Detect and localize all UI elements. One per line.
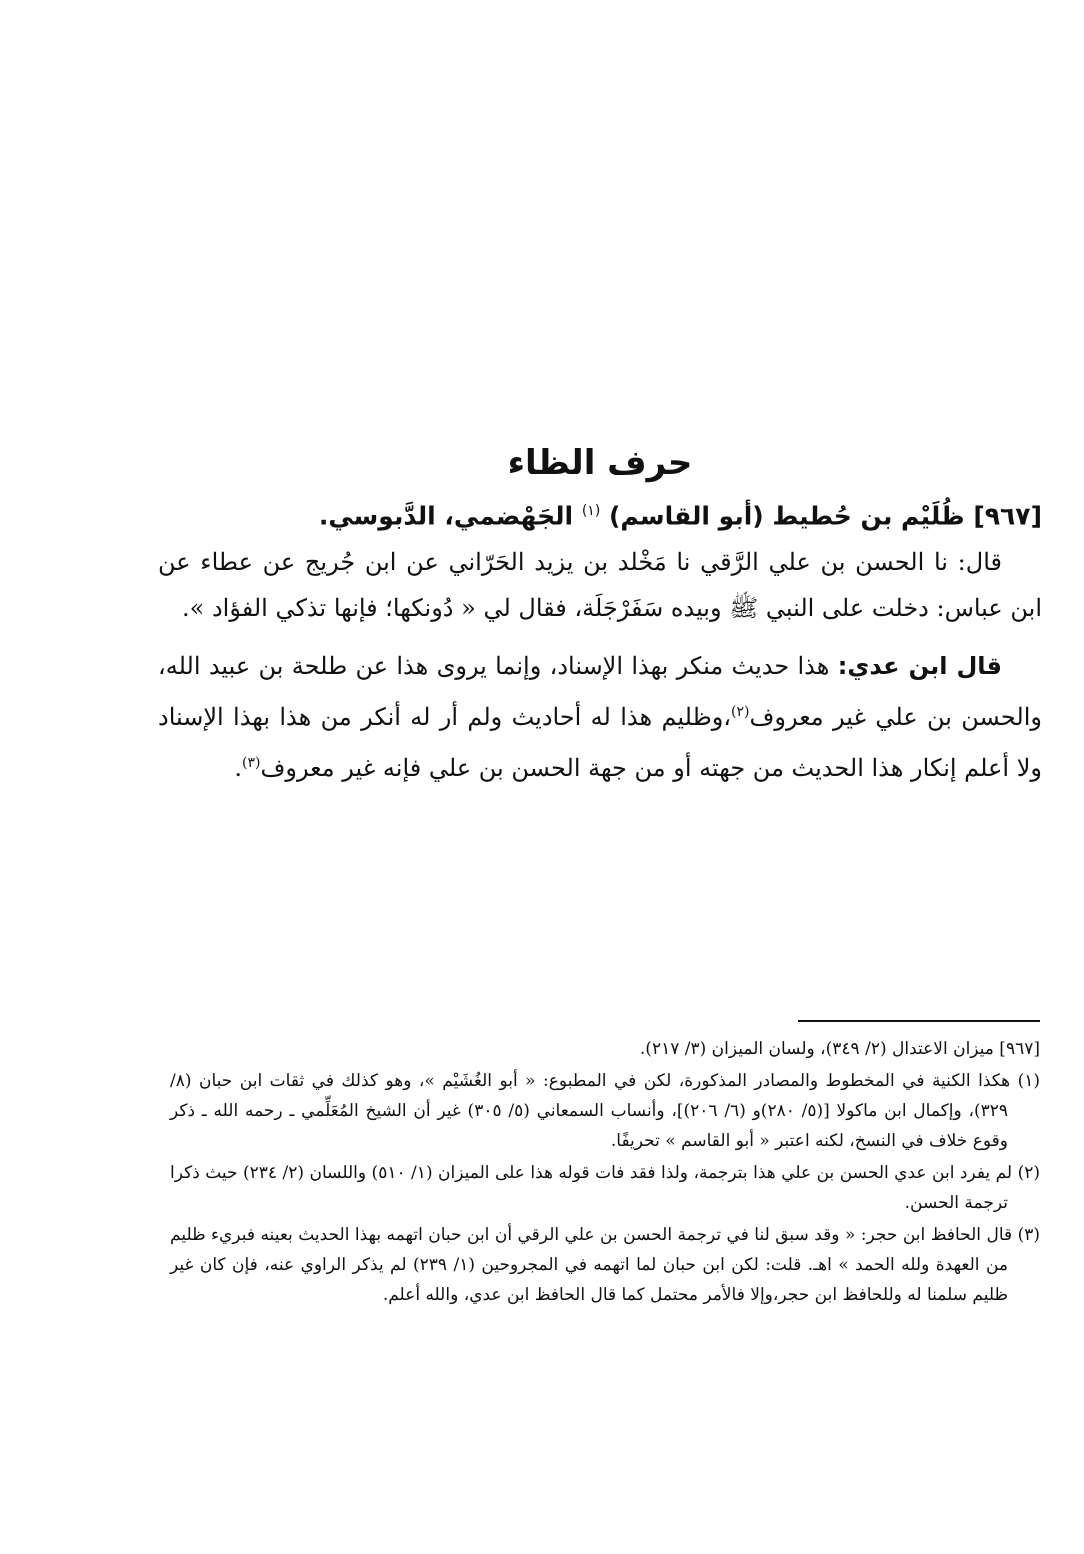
entry-name: ظُلَيْم بن حُطيط (أبو القاسم) — [609, 501, 965, 531]
chapter-title: حرف الظاء — [507, 443, 693, 483]
commentary-text-3: . — [234, 754, 242, 783]
entry-heading — [158, 488, 1042, 539]
commentary-lead: قال ابن عدي: — [837, 652, 1002, 681]
commentary-text-2: ،وظليم هذا له أحاديث ولم أر له أنكر من هذا بهذا الإسناد ولا أعلم إنكار هذا الحديث من جهته أو من جهة الحسن بن علي فإنه غير معروف — [158, 703, 1042, 783]
footnotes — [170, 1034, 1040, 1312]
narration-text: قال: نا الحسن بن علي الرَّقي نا مَخْلد بن يزيد الحَرّاني عن ابن جُريج عن عطاء عن ابن عباس: دخلت على النبي ﷺ وبيده سَفَرْجَلَة، فقال لي « دُونكها؛ فإنها تذكي الفؤاد ». — [158, 548, 1042, 623]
footnote-3: (٣) قال الحافظ ابن حجر: « وقد سبق لنا في ترجمة الحسن بن علي الرقي أن ابن حبان اتهمه بهذا الحديث بعينه فبريء ظليم من العهدة ولله الحمد » اهـ. قلت: لكن ابن حبان لما اتهمه في المجروحين (١/ ٢٣٩) لم يذكر الراوي عنه، فإن كان غير ظليم سلمنا له وللحافظ ابن حجر،وإلا فالأمر محتمل كما قال الحافظ ابن عدي، والله أعلم. — [170, 1225, 1040, 1305]
footnote-1: (١) هكذا الكنية في المخطوط والمصادر المذكورة، لكن في المطبوع: « أبو الغُشَيْم »، وهو كذلك في ثقات ابن حبان (٨/ ٣٢٩)، وإكمال ابن ماكولا [(٥/ ٢٨٠)و (٦/ ٢٠٦)]، وأنساب السمعاني (٥/ ٣٠٥) غير أن الشيخ المُعَلِّمي ـ رحمه الله ـ ذكر وقوع خلاف في النسخ، لكنه اعتبر « أبو القاسم » تحريفًا. — [170, 1071, 1040, 1151]
footnote-2: (٢) لم يفرد ابن عدي الحسن بن علي هذا بترجمة، ولذا فقد فات قوله هذا على الميزان (١/ ٥١٠) واللسان (٢/ ٢٣٤) حيث ذكرا ترجمة الحسن. — [170, 1163, 1040, 1213]
footnote-separator — [798, 1020, 1040, 1022]
entry-number: [٩٦٧] — [973, 501, 1042, 531]
narration-paragraph — [158, 539, 1042, 631]
footnote-ref-3: (٣) — [242, 755, 261, 772]
footnote-ref-1: (١) — [581, 503, 601, 519]
entry-nisba: الجَهْضمي، الدَّبوسي. — [318, 501, 574, 531]
commentary-paragraph — [158, 643, 1042, 791]
footnote-source: [٩٦٧] ميزان الاعتدال (٢/ ٣٤٩)، ولسان الميزان (٣/ ٢١٧). — [639, 1039, 1040, 1059]
commentary-text-1: هذا حديث منكر بهذا الإسناد، وإنما يروى هذا عن طلحة بن عبيد الله، والحسن بن علي غير معروف — [158, 652, 1042, 732]
footnote-ref-2: (٢) — [731, 704, 750, 721]
main-text — [158, 438, 1042, 791]
